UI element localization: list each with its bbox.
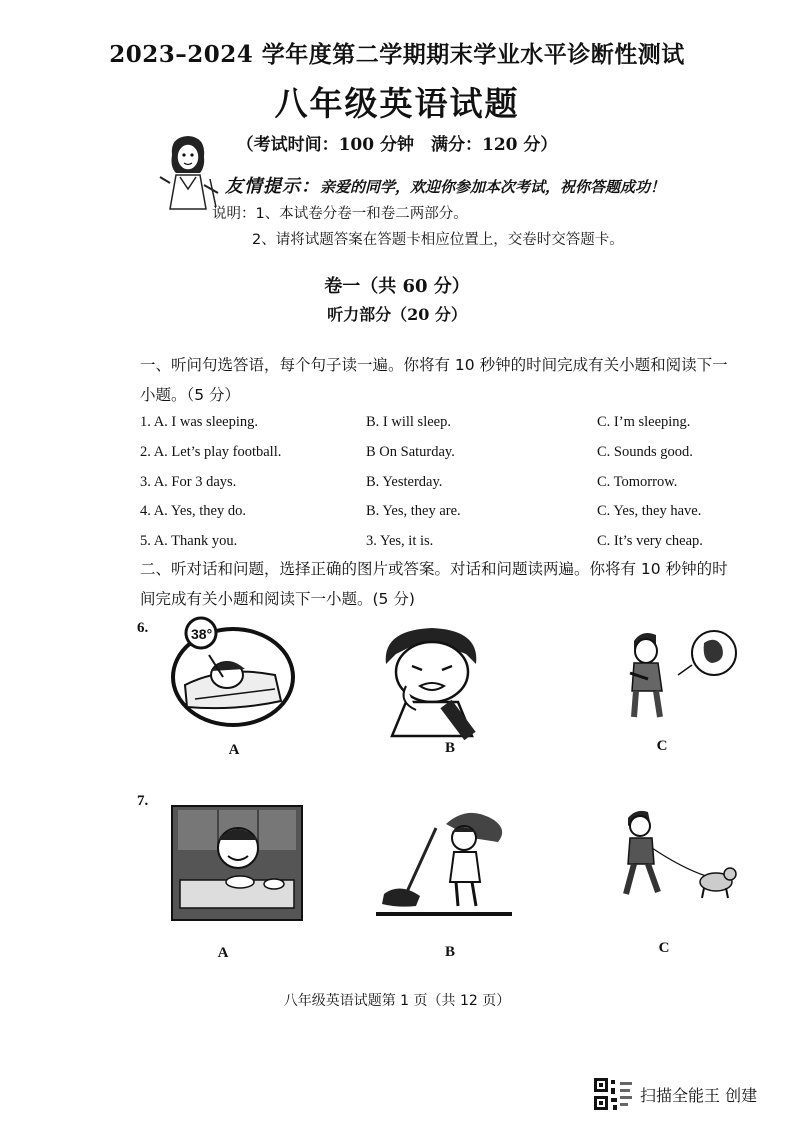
question-7-number: 7. (137, 793, 149, 809)
scanner-watermark: 扫描全能王 创建 (640, 1086, 758, 1105)
option-a: 5. A. Thank you. (140, 533, 238, 549)
question-row (140, 414, 740, 442)
option-c: C. I’m sleeping. (597, 414, 691, 430)
question-6-number: 6. (137, 620, 149, 636)
option-a: 3. A. For 3 days. (140, 474, 237, 490)
option-c: C. Yes, they have. (597, 503, 702, 519)
option-c: C. Sounds good. (597, 444, 693, 460)
picture-label-a: A (217, 945, 229, 961)
picture-label-a: A (228, 742, 240, 758)
stomachache-man-picture (622, 625, 744, 725)
section1-instructions: 一、听问句选答语，每个句子读一遍。你将有 10 秒钟的时间完成有关小题和阅读下一小题。（5 分） (140, 356, 728, 404)
option-c: C. It’s very cheap. (597, 533, 703, 549)
exam-title-line2: 八年级英语试题 (274, 84, 520, 123)
part-title: 卷一（共 60 分） (324, 276, 470, 297)
option-b: B On Saturday. (366, 444, 455, 460)
tips-text: 亲爱的同学，欢迎你参加本次考试，祝你答题成功！ (320, 178, 666, 196)
note-line-2: 2、请将试题答案在答题卡相应位置上，交卷时交答题卡。 (252, 232, 624, 248)
sick-in-bed-picture (165, 615, 297, 727)
teacher-mascot-icon (158, 133, 220, 211)
friendly-tips (225, 172, 665, 198)
option-b: 3. Yes, it is. (366, 533, 434, 549)
tips-label: 友情提示： (225, 176, 320, 197)
thermometer-reading: 38° (191, 626, 213, 642)
sweeping-girl-picture (376, 802, 512, 920)
question-row (140, 503, 740, 531)
option-c: C. Tomorrow. (597, 474, 678, 490)
section2-instructions: 二、听对话和问题，选择正确的图片或答案。对话和问题读两遍。你将有 10 秒钟的时间完成有关小题和阅读下一小题。(5 分) (140, 560, 728, 608)
question-row (140, 444, 740, 472)
note-line-1: 说明：1、本试卷分卷一和卷二两部分。 (212, 206, 468, 222)
option-b: B. I will sleep. (366, 414, 451, 430)
exam-title-line1: 2023–2024 学年度第二学期期末学业水平诊断性测试 (109, 41, 685, 68)
question-row (140, 474, 740, 502)
option-b: B. Yesterday. (366, 474, 443, 490)
page-footer: 八年级英语试题第 1 页（共 12 页） (283, 993, 511, 1009)
toothache-boy-picture (376, 624, 488, 740)
picture-label-b: B (444, 740, 455, 756)
option-a: 4. A. Yes, they do. (140, 503, 246, 519)
picture-label-b: B (444, 944, 455, 960)
listening-subtitle: 听力部分（20 分） (327, 305, 467, 324)
picture-label-c: C (656, 738, 668, 754)
option-b: B. Yes, they are. (366, 503, 461, 519)
option-a: 1. A. I was sleeping. (140, 414, 258, 430)
exam-info: （考试时间：100 分钟 满分：120 分） (236, 135, 558, 155)
washing-dishes-picture (170, 804, 304, 922)
walking-dog-picture (622, 808, 738, 900)
qr-code-icon (594, 1078, 634, 1110)
option-a: 2. A. Let’s play football. (140, 444, 282, 460)
picture-label-c: C (658, 940, 670, 956)
